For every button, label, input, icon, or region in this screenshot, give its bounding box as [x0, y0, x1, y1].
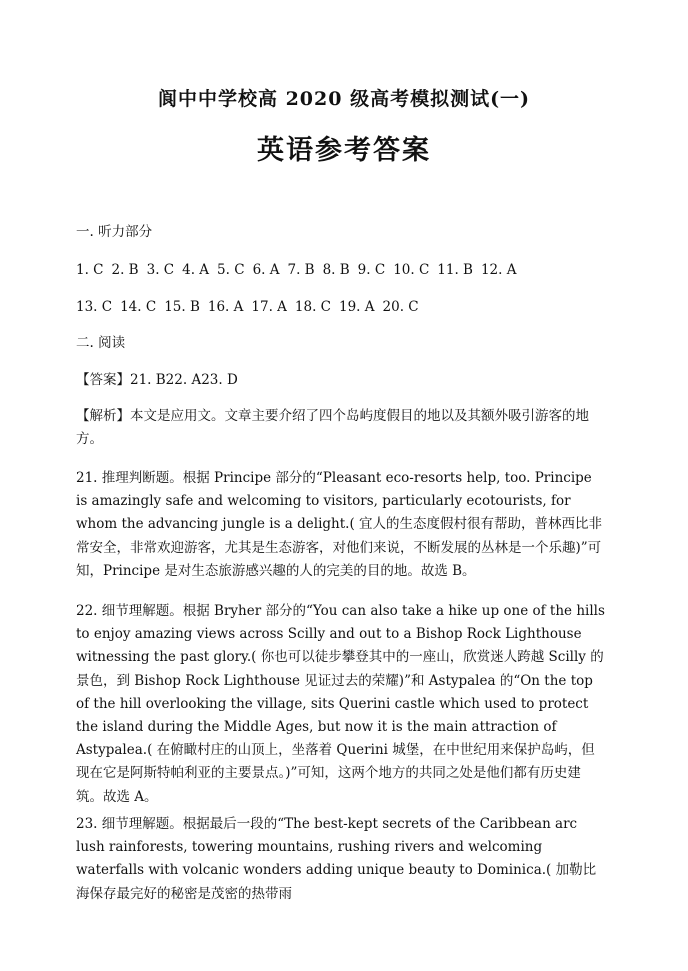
listening-answer: 3. C: [146, 262, 175, 278]
listening-answer: 1. C: [76, 262, 104, 278]
analysis-paragraph: [76, 405, 606, 451]
question-21-explanation: [76, 467, 606, 583]
listening-answer: 16. A: [207, 299, 244, 315]
listening-answer: 5. C: [217, 262, 245, 278]
listening-answer: 4. A: [182, 262, 210, 278]
listening-answer: 20. C: [382, 299, 419, 315]
listening-answer: 18. C: [294, 299, 331, 315]
q22-text: 22. 细节理解题。根据 Bryher 部分的“You can also take a hike up one of the hills to enjoy amazing views across Scilly and out to a Bishop Rock Lighthouse witnessing the past glory.( 你也可以徒步攀登其中的一座山，欣赏迷人跨越 Scilly 的景色，到 Bishop Rock Lighthouse 见证过去的荣耀)”和 Astypalea 的“On the top of the hill overlooking the village, sits Querini castle which used to protect the island during the Middle Ages, but now it is the main attraction of Astypalea.( 在俯瞰村庄的山顶上，坐落着 Querini 城堡，在中世纪用来保护岛屿，但现在它是阿斯特帕利亚的主要景点。)”可知，这两个地方的共同之处是他们都有历史建筑。故选 A。: [76, 603, 605, 805]
listening-answers-row-2: [76, 297, 612, 317]
listening-answer: 19. A: [339, 299, 375, 315]
listening-answer: 14. C: [120, 299, 157, 315]
listening-answer: 15. B: [164, 299, 200, 315]
q21-text: 21. 推理判断题。根据 Principe 部分的“Pleasant eco-resorts help, too. Principe is amazingly safe and welcoming to visitors, particularly ecotourists, for whom the advancing jungle is a delight.( 宜人的生态度假村很有帮助，普林西比非常安全，非常欢迎游客，尤其是生态游客，对他们来说，不断发展的丛林是一个乐趣)”可知，Principe 是对生态旅游感兴趣的人的完美的目的地。故选 B。: [76, 470, 603, 579]
listening-answer: 12. A: [480, 262, 517, 278]
listening-answer: 13. C: [76, 299, 113, 315]
listening-answer: 7. B: [287, 262, 315, 278]
q23-text: 23. 细节理解题。根据最后一段的“The best-kept secrets of the Caribbean arc lush rainforests, towering mountains, rushing rivers and welcoming waterfalls with volcanic wonders adding unique beauty to Dominica.( 加勒比海保存最完好的秘密是茂密的热带雨: [76, 816, 597, 902]
listening-answer: 6. A: [252, 262, 280, 278]
listening-answer: 11. B: [437, 262, 473, 278]
listening-answers-row-1: [76, 260, 612, 280]
listening-heading: 一. 听力部分: [76, 224, 153, 240]
listening-answer: 8. B: [322, 262, 350, 278]
question-22-explanation: [76, 600, 606, 809]
reading-heading: 二. 阅读: [76, 335, 126, 351]
document-subtitle: 英语参考答案: [257, 135, 431, 166]
document-title: 阆中中学校高 2020 级高考模拟测试(一): [157, 88, 531, 110]
analysis-text: 【解析】本文是应用文。文章主要介绍了四个岛屿度假目的地以及其额外吸引游客的地方。: [76, 408, 589, 448]
listening-answer: 10. C: [393, 262, 430, 278]
question-23-explanation: [76, 813, 606, 906]
listening-answer: 9. C: [357, 262, 386, 278]
listening-answer: 17. A: [251, 299, 287, 315]
listening-answer: 2. B: [111, 262, 139, 278]
answer-line: 【答案】21. B22. A23. D: [76, 372, 238, 388]
